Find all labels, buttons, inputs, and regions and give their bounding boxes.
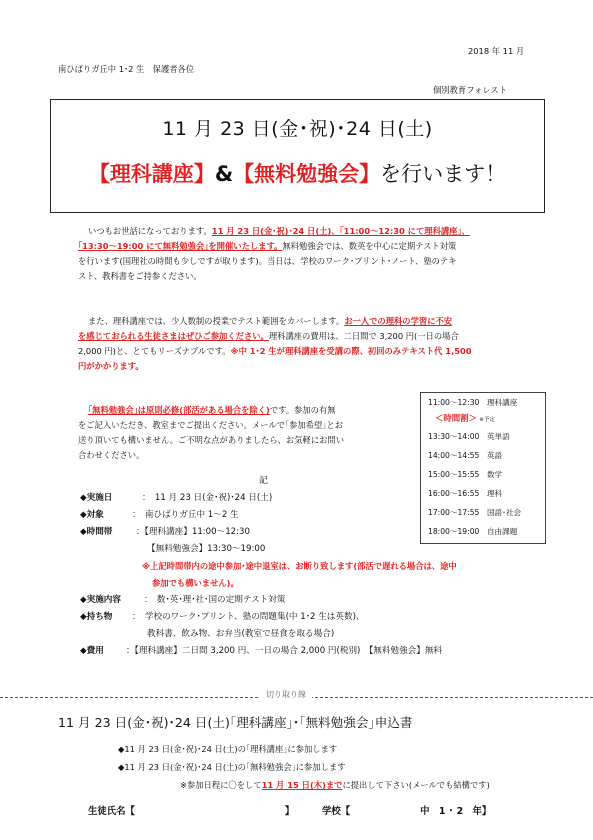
title-study: 【無料勉強会】 bbox=[233, 162, 381, 186]
form-title: 11 月 23 日(金･祝)･24 日(土)｢理科講座｣･｢無料勉強会｣申込書 bbox=[58, 715, 413, 730]
p3-s1: ｢無料勉強会｣は原則必修(部活がある場合を除く) bbox=[88, 405, 270, 415]
name-label: 生徒氏名【 bbox=[88, 806, 135, 817]
p2-s7: 円がかかります。 bbox=[78, 361, 144, 371]
detail-content bbox=[80, 592, 550, 609]
schedule-row: 16:00～16:55 理科 bbox=[428, 489, 503, 498]
p1-s3: ｢13:30～19:00 にて無料勉強会｣を開催いたします。 bbox=[78, 241, 283, 251]
schedule-heading bbox=[421, 412, 545, 427]
schedule-note: ※予定 bbox=[479, 417, 495, 423]
schedule-row-first: 11:00～12:30 理科講座 bbox=[428, 398, 518, 407]
school-label: 学校【 bbox=[322, 806, 351, 817]
p2-s2: お一人での理科の学習に不安 bbox=[344, 316, 453, 326]
grade-label: 中 1 ･ 2 年】 bbox=[420, 806, 492, 817]
p1-s1: いつもお世話になっております。 bbox=[88, 226, 212, 236]
student-name-field[interactable] bbox=[88, 804, 294, 820]
detail-time-label: ◆時間帯 bbox=[80, 527, 113, 537]
schedule-row: 15:00～15:55 数学 bbox=[428, 470, 503, 479]
detail-target-label: ◆対象 bbox=[80, 510, 104, 520]
form-deadline-note bbox=[180, 778, 490, 793]
schedule-row: 17:00～17:55 国語･社会 bbox=[428, 508, 522, 517]
date-line: 2018 年 11 月 bbox=[468, 46, 525, 56]
p1-s2: 11 月 23 日(金･祝)･24 日(土)、｢11:00～12:30 にて理科講座｣、 bbox=[211, 226, 470, 236]
recipient-line: 南ひばりガ丘中 1･2 生 保護者各位 bbox=[58, 64, 195, 74]
detail-target bbox=[80, 507, 550, 524]
p2-s3: を感じておられる生徒さまはぜひご参加ください。 bbox=[78, 331, 269, 341]
detail-items-label: ◆持ち物 bbox=[80, 612, 113, 622]
p3-s5: 合わせください。 bbox=[78, 450, 145, 460]
detail-items bbox=[80, 609, 550, 626]
p2-s1: また、理科講座では、少人数制の授業でテスト範囲をカバーします。 bbox=[88, 316, 345, 326]
note-a: ※参加日程に〇をして bbox=[180, 780, 262, 790]
sender-line: 個別教育フォレスト bbox=[433, 85, 508, 95]
detail-time bbox=[80, 524, 550, 541]
p1-s5: を行います(国理社の時間も少しですが取ります)。当日は、学校のワーク･プリント･ノート、塾のテキ bbox=[78, 256, 457, 266]
p3-s4: 送り頂いても構いません。ご不明な点がありましたら、お気軽にお問い bbox=[78, 435, 345, 445]
note-c: に提出して下さい(メールでも結構です) bbox=[342, 780, 490, 790]
title-main bbox=[51, 158, 544, 188]
form-option-science[interactable]: ◆11 月 23 日(金･祝)･24 日(土)の｢理科講座｣に参加します bbox=[118, 744, 338, 754]
name-close: 】 bbox=[284, 806, 295, 817]
paragraph-3 bbox=[78, 403, 418, 463]
schedule-heading-text: ＜時間割＞ bbox=[435, 413, 477, 423]
detail-date bbox=[80, 490, 550, 507]
note-deadline: 11 月 15 日(木)まで bbox=[261, 780, 343, 790]
p2-s6: ※中 1･2 生が理科講座を受講の際、初回のみテキスト代 1,500 bbox=[230, 346, 472, 356]
title-date: 11 月 23 日(金･祝)･24 日(土) bbox=[162, 118, 433, 140]
paragraph-1 bbox=[78, 224, 550, 284]
schedule-row: 14:00～14:55 英語 bbox=[428, 451, 503, 460]
detail-fee-value: ：【理科講座】二日間 3,200 円、一日の場合 2,000 円(税別) 【無料勉強会】無料 bbox=[126, 646, 443, 656]
p3-s3: をご記入いただき、教室までご提出ください。メールで｢参加希望｣とお bbox=[78, 420, 344, 430]
p3-s2: です。参加の有無 bbox=[269, 405, 336, 415]
details bbox=[80, 490, 550, 660]
detail-items-value1: ： 学校のワーク･プリント、塾の問題集(中 1･2 生は英数)、 bbox=[132, 612, 365, 622]
school-field[interactable] bbox=[322, 804, 491, 820]
p2-s4: 理科講座の費用は、二日間で 3,200 円(一日の場合 bbox=[268, 331, 459, 341]
p1-s4: 無料勉強会では、数英を中心に定期テスト対策 bbox=[282, 241, 457, 251]
ki-mark: 記 bbox=[259, 476, 269, 486]
schedule-row: 13:30～14:00 英単語 bbox=[428, 432, 510, 441]
form-option-study[interactable]: ◆11 月 23 日(金･祝)･24 日(土)の｢無料勉強会｣に参加します bbox=[118, 762, 346, 772]
detail-time-value1: ：【理科講座】11:00～12:30 bbox=[136, 527, 250, 537]
title-tail: を行います！ bbox=[380, 162, 507, 186]
title-box bbox=[50, 99, 545, 213]
detail-time-note2: 参加でも構いません)。 bbox=[152, 578, 239, 588]
detail-fee-label: ◆費用 bbox=[80, 646, 104, 656]
paragraph-2 bbox=[78, 314, 550, 374]
detail-content-value: ： 数･英･理･社･国の定期テスト対策 bbox=[144, 595, 286, 605]
detail-date-value: ： 11 月 23 日(金･祝)･24 日(土) bbox=[142, 493, 273, 503]
cut-line-label: 切り取り線 bbox=[260, 689, 312, 700]
schedule-row: 18:00～19:00 自由課題 bbox=[428, 527, 518, 536]
title-amp: & bbox=[214, 162, 234, 186]
title-science: 【理科講座】 bbox=[88, 162, 215, 186]
detail-time-2: 【無料勉強会】13:30～19:00 bbox=[147, 544, 266, 554]
detail-fee bbox=[80, 643, 550, 660]
detail-target-value: ： 南ひばりガ丘中 1～2 生 bbox=[132, 510, 239, 520]
detail-items-2: 教科書、飲み物、お弁当(教室で昼食を取る場合) bbox=[147, 629, 335, 639]
detail-date-label: ◆実施日 bbox=[80, 493, 113, 503]
p1-s6: スト、教科書をご持参ください。 bbox=[78, 271, 202, 281]
detail-content-label: ◆実施内容 bbox=[80, 595, 121, 605]
p2-s5: 2,000 円)と、とてもリーズナブルです。 bbox=[78, 346, 231, 356]
detail-time-note1: ※上記時間帯内の途中参加･途中退室は、お断り致します(部活で遅れる場合は、途中 bbox=[142, 561, 457, 571]
